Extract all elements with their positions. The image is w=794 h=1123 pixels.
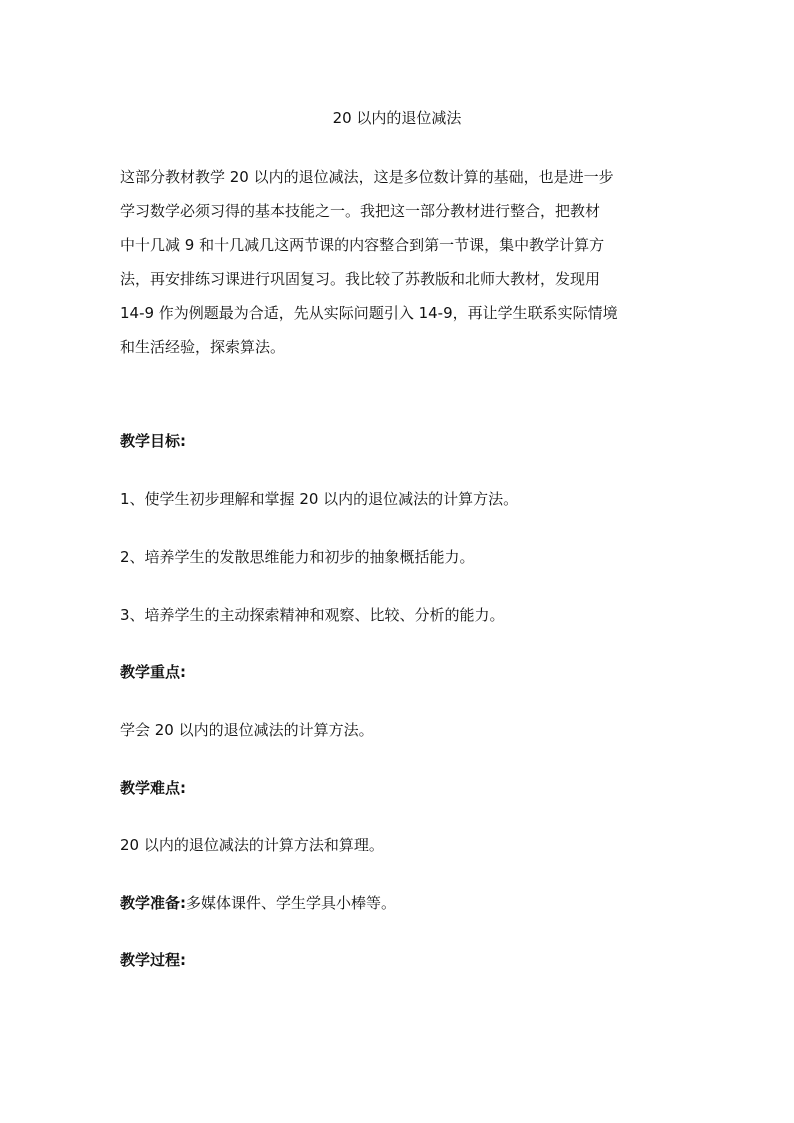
intro-line: 法，再安排练习课进行巩固复习。我比较了苏教版和北师大教材，发现用 [120, 270, 601, 288]
preparation-line [120, 891, 700, 915]
goal-item: 3、培养学生的主动探索精神和观察、比较、分析的能力。 [120, 606, 505, 624]
intro-line: 学习数学必须习得的基本技能之一。我把这一部分教材进行整合，把教材 [120, 202, 601, 220]
intro-line: 14-9 作为例题最为合适，先从实际问题引入 14-9，再让学生联系实际情境 [120, 304, 618, 322]
goal-item: 1、使学生初步理解和掌握 20 以内的退位减法的计算方法。 [120, 490, 519, 508]
intro-line: 这部分教材教学 20 以内的退位减法，这是多位数计算的基础，也是进一步 [120, 168, 614, 186]
goals-heading: 教学目标: [120, 432, 186, 450]
intro-paragraph [120, 160, 680, 364]
process-heading: 教学过程: [120, 951, 186, 969]
intro-line: 中十几减 9 和十几减几这两节课的内容整合到第一节课，集中教学计算方 [120, 236, 605, 254]
page-title: 20 以内的退位减法 [332, 109, 462, 127]
key-point-text: 学会 20 以内的退位减法的计算方法。 [120, 721, 374, 739]
intro-line: 和生活经验，探索算法。 [120, 338, 286, 356]
preparation-text: 多媒体课件、学生学具小棒等。 [186, 894, 397, 912]
preparation-label: 教学准备: [120, 894, 186, 912]
difficulty-text: 20 以内的退位减法的计算方法和算理。 [120, 836, 384, 854]
key-point-heading: 教学重点: [120, 663, 186, 681]
goal-item: 2、培养学生的发散思维能力和初步的抽象概括能力。 [120, 548, 475, 566]
difficulty-heading: 教学难点: [120, 779, 186, 797]
